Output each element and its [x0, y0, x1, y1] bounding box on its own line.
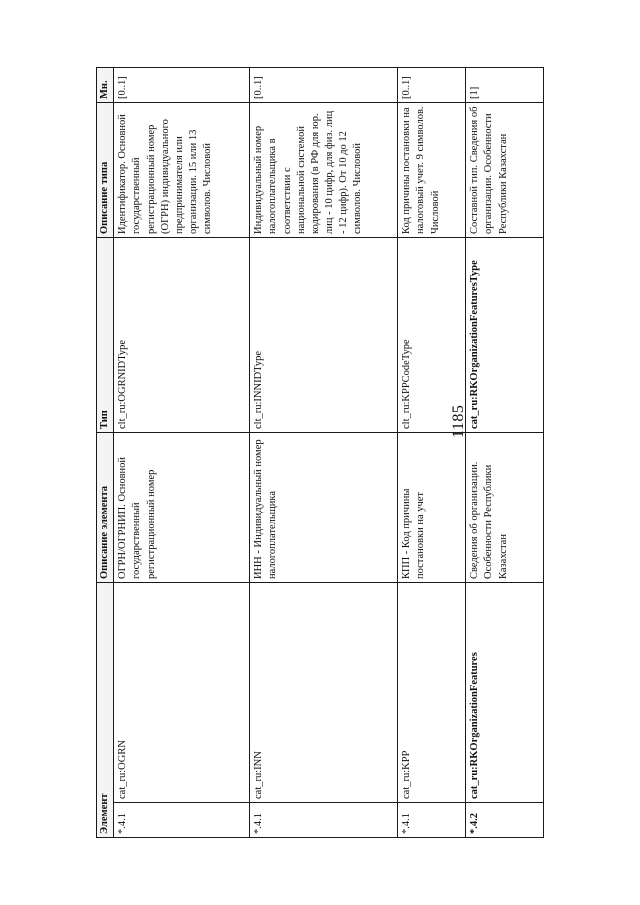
type-description: Код причины постановки на налоговый учет. 9 символов. Числовой	[398, 103, 466, 238]
element-name: cat_ru:RKOrganizationFeatures	[466, 583, 544, 803]
multiplicity: [0..1]	[398, 68, 466, 103]
element-type: clt_ru:INNIDType	[250, 238, 398, 433]
rotated-table-container	[96, 68, 542, 838]
multiplicity: [0..1]	[114, 68, 250, 103]
table-row	[250, 68, 398, 838]
header-type: Тип	[97, 238, 114, 433]
multiplicity: [1]	[466, 68, 544, 103]
element-name: cat_ru:INN	[250, 583, 398, 803]
element-description: Сведения об организации. Особенности Республики Казахстан	[466, 433, 544, 583]
element-description: ОГРН/ОГРНИП. Основной государственный регистрационный номер	[114, 433, 250, 583]
element-name: cat_ru:OGRN	[114, 583, 250, 803]
multiplicity: [0..1]	[250, 68, 398, 103]
page-number: 1185	[450, 404, 467, 438]
header-row	[97, 68, 114, 838]
header-element: Элемент	[97, 583, 114, 838]
type-description: Составной тип. Сведения об организации. Особенности Республики Казахстан	[466, 103, 544, 238]
element-description: КПП - Код причины постановки на учет	[398, 433, 466, 583]
element-name: cat_ru:KPP	[398, 583, 466, 803]
header-type-desc: Описание типа	[97, 103, 114, 238]
row-number: *.4.1	[398, 803, 466, 838]
type-description: Идентификатор. Основной государственный регистрационный номер (ОГРН) индивидуального предпринимателя или организации. 15 или 13 символов. Числовой	[114, 103, 250, 238]
element-type: clt_ru:KPPCodeType	[398, 238, 466, 433]
row-number: *.4.1	[114, 803, 250, 838]
type-description: Индивидуальный номер налогоплательщика в соответствии с национальной системой кодирования (в РФ для юр. лиц - 10 цифр, для физ. лиц - 12 цифр). От 10 до 12 символов. Числовой	[250, 103, 398, 238]
table-row	[466, 68, 544, 838]
element-description: ИНН - Индивидуальный номер налогоплательщика	[250, 433, 398, 583]
row-number: *.4.2	[466, 803, 544, 838]
row-number: *.4.1	[250, 803, 398, 838]
header-multiplicity: Мн.	[97, 68, 114, 103]
schema-table	[96, 67, 544, 838]
table-row	[398, 68, 466, 838]
element-type: clt_ru:OGRNIDType	[114, 238, 250, 433]
header-element-desc: Описание элемента	[97, 433, 114, 583]
element-type: cat_ru:RKOrganizationFeaturesType	[466, 238, 544, 433]
table-row	[114, 68, 250, 838]
